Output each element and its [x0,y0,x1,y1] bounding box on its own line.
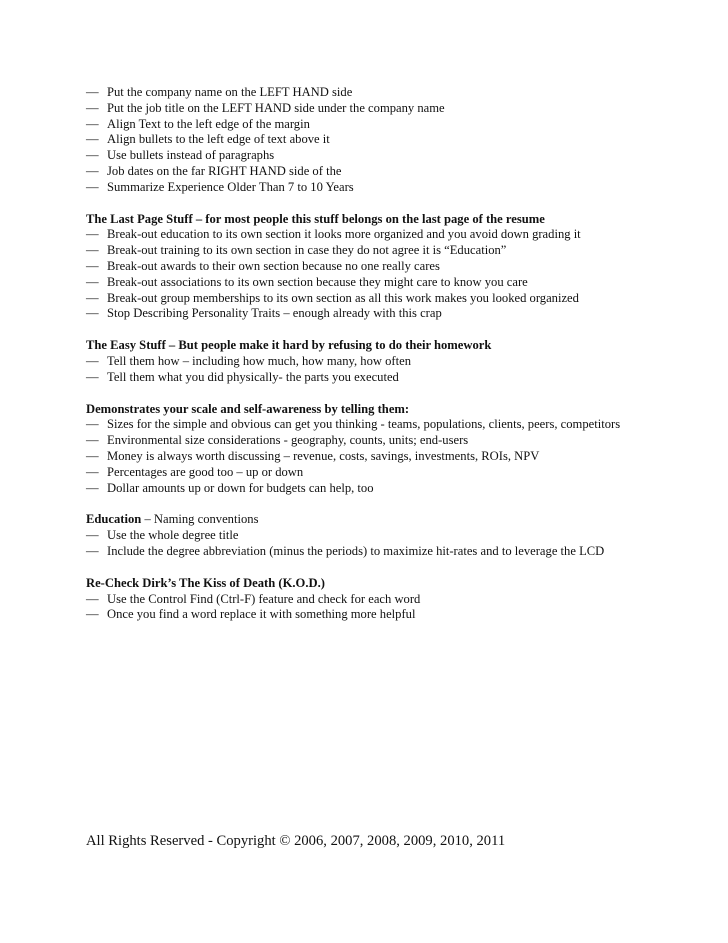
formatting-list [86,85,716,196]
list-item: — Break-out education to its own section it looks more organized and you avoid down grading it [86,227,581,242]
dash-bullet: — [86,163,99,178]
dash-bullet: — [86,607,99,622]
easy-stuff-section [86,338,716,385]
scale-section [86,402,716,497]
dash-bullet: — [86,243,99,258]
dash-bullet: — [86,353,99,368]
dash-bullet: — [86,100,99,115]
list-item: — Put the company name on the LEFT HAND side [86,85,353,99]
list-item: — Summarize Experience Older Than 7 to 10 Years [86,179,354,194]
list-item: — Break-out awards to their own section because no one really cares [86,258,440,273]
dash-bullet: — [86,480,99,495]
dash-bullet: — [86,417,99,432]
dash-bullet: — [86,274,99,289]
list-item: — Environmental size considerations - geography, counts, units; end-users [86,433,469,448]
section-heading: Demonstrates your scale and self-awareness by telling them: [86,401,410,416]
list-item: — Align bullets to the left edge of text above it [86,132,330,147]
dash-bullet: — [86,290,99,305]
dash-bullet: — [86,132,99,147]
dash-bullet: — [86,464,99,479]
list-item: — Money is always worth discussing – revenue, costs, savings, investments, ROIs, NPV [86,448,540,463]
list-item: — Put the job title on the LEFT HAND side under the company name [86,100,445,115]
dash-bullet: — [86,148,99,163]
list-item: — Break-out associations to its own section because they might care to know you care [86,274,528,289]
education-section [86,512,716,559]
dash-bullet: — [86,369,99,384]
list-item: — Break-out training to its own section in case they do not agree it is “Education” [86,243,507,258]
dash-bullet: — [86,85,99,99]
section-heading: Education – Naming conventions [86,512,259,527]
dash-bullet: — [86,116,99,131]
list-item: — Tell them what you did physically- the parts you executed [86,369,399,384]
dash-bullet: — [86,306,99,321]
dash-bullet: — [86,528,99,543]
section-heading: The Last Page Stuff – for most people this stuff belongs on the last page of the resume [86,211,545,226]
list-item: — Sizes for the simple and obvious can get you thinking - teams, populations, clients, peers, competitors [86,417,621,432]
dash-bullet: — [86,448,99,463]
copyright-footer: All Rights Reserved - Copyright © 2006, 2007, 2008, 2009, 2010, 2011 [86,833,506,849]
list-item: — Include the degree abbreviation (minus the periods) to maximize hit-rates and to leverage the LCD [86,543,605,558]
list-item: — Tell them how – including how much, how many, how often [86,353,412,368]
list-item: — Break-out group memberships to its own section as all this work makes you looked organized [86,290,579,305]
section-heading: Re-Check Dirk’s The Kiss of Death (K.O.D.) [86,575,325,590]
dash-bullet: — [86,179,99,194]
list-item: — Dollar amounts up or down for budgets can help, too [86,480,374,495]
list-item: — Stop Describing Personality Traits – enough already with this crap [86,306,442,321]
dash-bullet: — [86,433,99,448]
list-item: — Once you find a word replace it with something more helpful [86,607,416,622]
list-item: — Percentages are good too – up or down [86,464,304,479]
dash-bullet: — [86,258,99,273]
dash-bullet: — [86,543,99,558]
list-item: — Use the Control Find (Ctrl-F) feature and check for each word [86,591,421,606]
list-item: — Align Text to the left edge of the margin [86,116,310,131]
list-item: — Use the whole degree title [86,528,239,543]
list-item: — Use bullets instead of paragraphs [86,148,275,163]
section-heading: The Easy Stuff – But people make it hard by refusing to do their homework [86,338,492,353]
last-page-section [86,212,716,323]
dash-bullet: — [86,227,99,242]
list-item: — Job dates on the far RIGHT HAND side of the [86,163,342,178]
kod-section [86,576,716,623]
document-body [86,85,716,623]
dash-bullet: — [86,591,99,606]
